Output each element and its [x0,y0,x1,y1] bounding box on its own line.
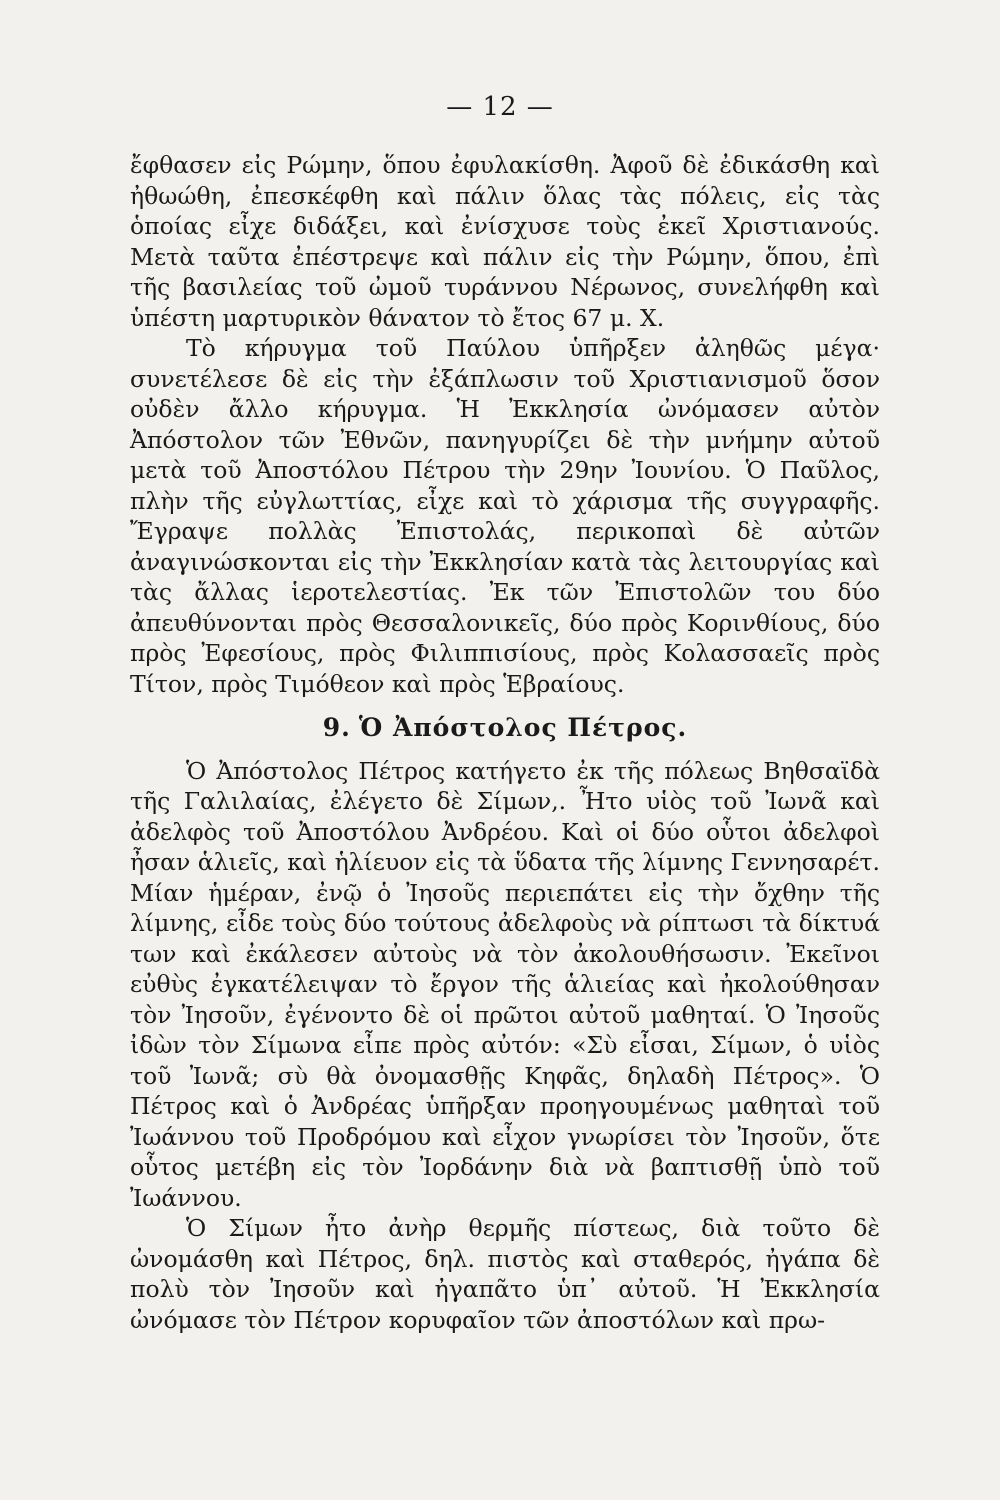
section-title: Ὁ Ἀπόστολος Πέτρος. [358,713,688,742]
paragraph-peter-faith: Ὁ Σίμων ἦτο ἀνὴρ θερμῆς πίστεως, διὰ τοῦτο δὲ ὠνομάσθη καὶ Πέτρος, δηλ. πιστὸς καὶ σταθερός, ἠγάπα δὲ πολὺ τὸν Ἰησοῦν καὶ ἠγαπᾶτο ὑπ᾿ αὐτοῦ. Ἡ Ἐκκλησία ὠνόμασε τὸν Πέτρον κορυφαῖον τῶν ἀποστόλων καὶ πρω- [130,1214,880,1334]
page-number: — 12 — [446,92,554,122]
paragraph-peter-origin: Ὁ Ἀπόστολος Πέτρος κατήγετο ἐκ τῆς πόλεως Βηθσαϊδὰ τῆς Γαλιλαίας, ἐλέγετο δὲ Σίμων,. Ἦτο υἱὸς τοῦ Ἰωνᾶ καὶ ἀδελφὸς τοῦ Ἀποστόλου Ἀνδρέου. Καὶ οἱ δύο οὗτοι ἀδελφοὶ ἦσαν ἁλιεῖς, καὶ ἡλίευον εἰς τὰ ὕδατα τῆς λίμνης Γεννησαρέτ. Μίαν ἡμέραν, ἐνῷ ὁ Ἰησοῦς περιεπάτει εἰς τὴν ὄχθην τῆς λίμνης, εἶδε τοὺς δύο τούτους ἀδελφοὺς νὰ ρίπτωσι τὰ δίκτυά των καὶ ἐκάλεσεν αὐτοὺς νὰ τὸν ἀκολουθήσωσιν. Ἐκεῖνοι εὐθὺς ἐγκατέλειψαν τὸ ἔργον τῆς ἁλιείας καὶ ἠκολούθησαν τὸν Ἰησοῦν, ἐγένοντο δὲ οἱ πρῶτοι αὐτοῦ μαθηταί. Ὁ Ἰησοῦς ἰδὼν τὸν Σίμωνα εἶπε πρὸς αὐτόν: «Σὺ εἶσαι, Σίμων, ὁ υἱὸς τοῦ Ἰωνᾶ; σὺ θὰ ὀνομασθῇς Κηφᾶς, δηλαδὴ Πέτρος». Ὁ Πέτρος καὶ ὁ Ἀνδρέας ὑπῆρξαν προηγουμένως μαθηταὶ τοῦ Ἰωάννου τοῦ Προδρόμου καὶ εἶχον γνωρίσει τὸν Ἰησοῦν, ὅτε οὗτος μετέβη εἰς τὸν Ἰορδάνην διὰ νὰ βαπτισθῇ ὑπὸ τοῦ Ἰωάννου. [130,756,880,1212]
body-text [130,150,880,1335]
paragraph-continuation: ἔφθασεν εἰς Ρώμην, ὅπου ἐφυλακίσθη. Ἀφοῦ δὲ ἐδικάσθη καὶ ἠθωώθη, ἐπεσκέφθη καὶ πάλιν ὅλας τὰς πόλεις, εἰς τὰς ὁποίας εἶχε διδάξει, καὶ ἐνίσχυσε τοὺς ἐκεῖ Χριστιανούς. Μετὰ ταῦτα ἐπέστρεψε καὶ πάλιν εἰς τὴν Ρώμην, ὅπου, ἐπὶ τῆς βασιλείας τοῦ ὠμοῦ τυράννου Νέρωνος, συνελήφθη καὶ ὑπέστη μαρτυρικὸν θάνατον τὸ ἔτος 67 μ. Χ. [130,151,880,332]
paragraph-paul-preaching: Τὸ κήρυγμα τοῦ Παύλου ὑπῆρξεν ἀληθῶς μέγα· συνετέλεσε δὲ εἰς τὴν ἐξάπλωσιν τοῦ Χριστιανισμοῦ ὅσον οὐδὲν ἄλλο κήρυγμα. Ἡ Ἐκκλησία ὠνόμασεν αὐτὸν Ἀπόστολον τῶν Ἐθνῶν, πανηγυρίζει δὲ τὴν μνήμην αὐτοῦ μετὰ τοῦ Ἀποστόλου Πέτρου τὴν 29ην Ἰουνίου. Ὁ Παῦλος, πλὴν τῆς εὐγλωττίας, εἶχε καὶ τὸ χάρισμα τῆς συγγραφῆς. Ἔγραψε πολλὰς Ἐπιστολάς, περικοπαὶ δὲ αὐτῶν ἀναγινώσκονται εἰς τὴν Ἐκκλησίαν κατὰ τὰς λειτουργίας καὶ τὰς ἄλλας ἱεροτελεστίας. Ἐκ τῶν Ἐπιστολῶν του δύο ἀπευθύνονται πρὸς Θεσσαλονικεῖς, δύο πρὸς Κορινθίους, δύο πρὸς Ἐφεσίους, πρὸς Φιλιππισίους, πρὸς Κολασσαεῖς πρὸς Τίτον, πρὸς Τιμόθεον καὶ πρὸς Ἑβραίους. [130,334,880,698]
section-heading [130,713,880,744]
section-number: 9. [322,713,351,742]
